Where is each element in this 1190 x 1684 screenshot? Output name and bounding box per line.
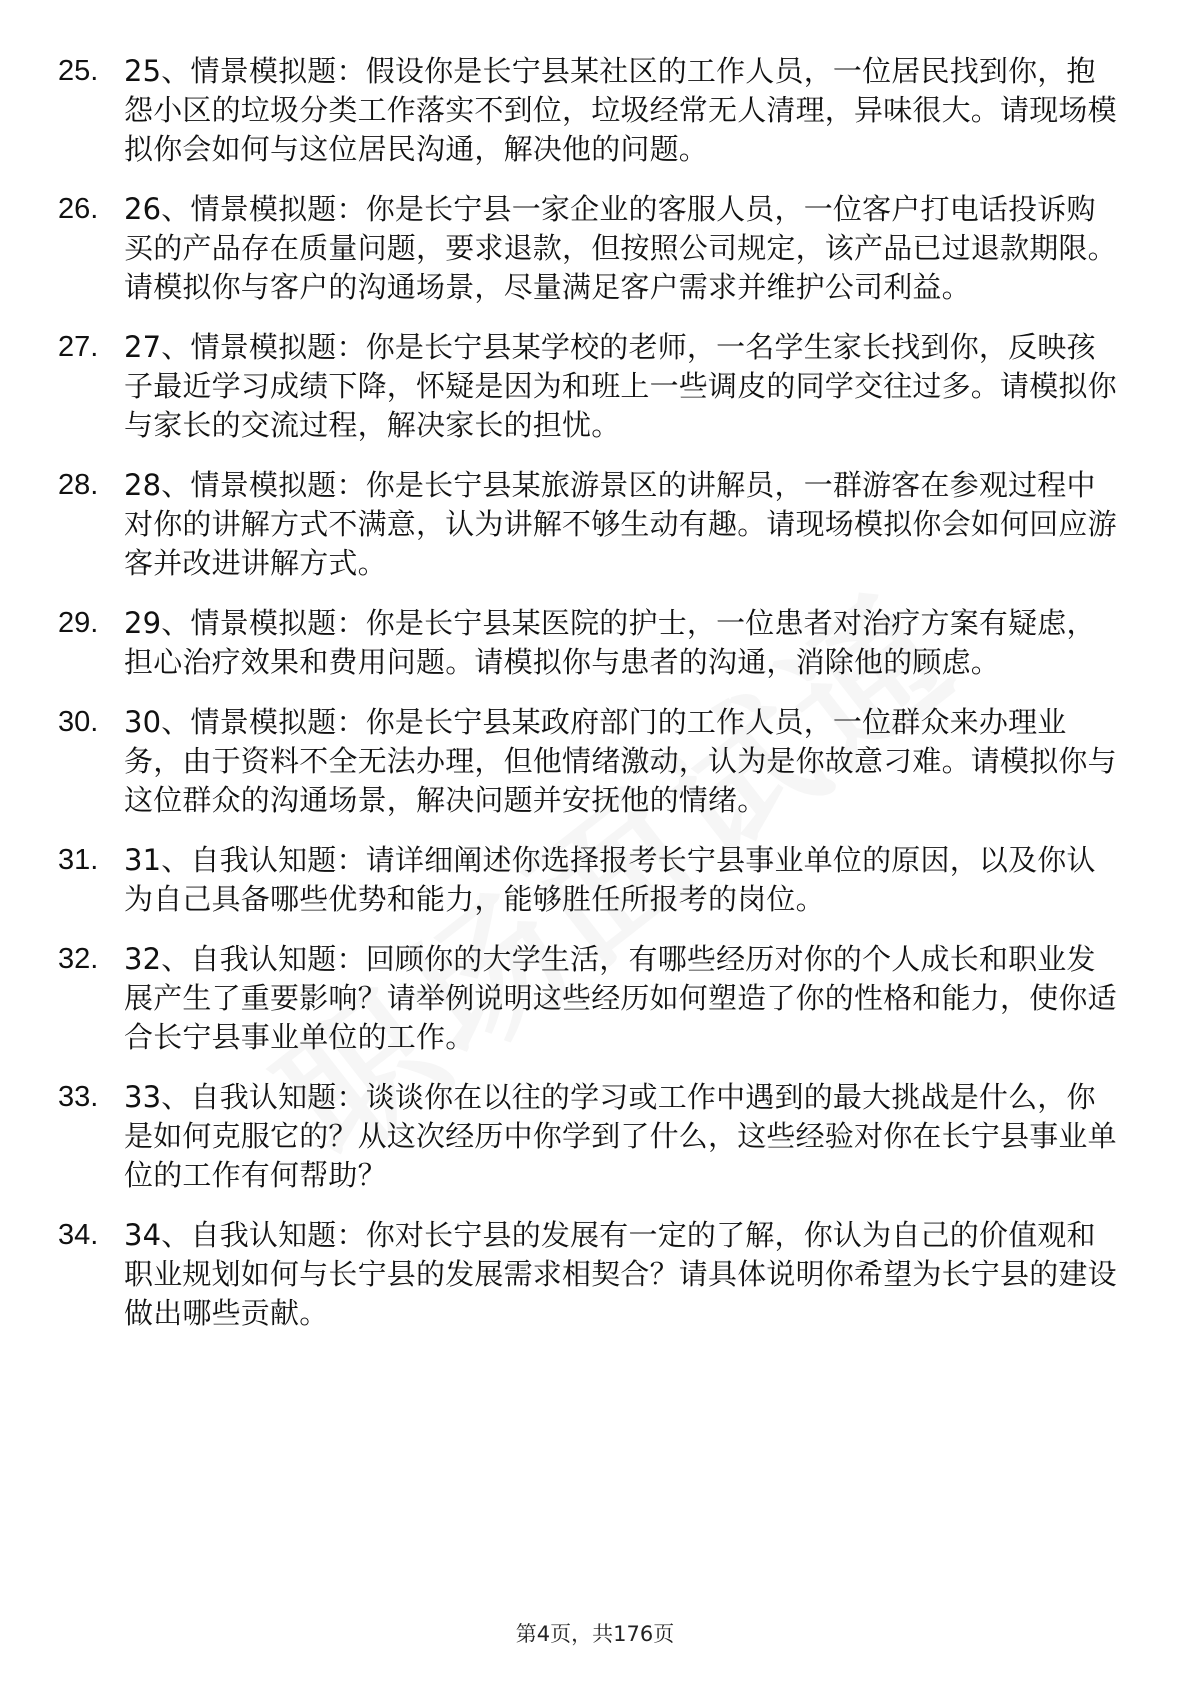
- item-text: 30、情景模拟题：你是长宁县某政府部门的工作人员，一位群众来办理业务，由于资料不全无法办理，但他情绪激动，认为是你故意刁难。请模拟你与这位群众的沟通场景，解决问题并安抚他的情绪。: [124, 705, 1117, 817]
- item-number: 32.: [58, 943, 99, 975]
- list-item: [58, 604, 1118, 682]
- page-number: 第4页，共176页: [515, 1622, 675, 1646]
- item-text: 27、情景模拟题：你是长宁县某学校的老师，一名学生家长找到你，反映孩子最近学习成绩下降，怀疑是因为和班上一些调皮的同学交往过多。请模拟你与家长的交流过程，解决家长的担忧。: [124, 330, 1117, 442]
- item-text: 29、情景模拟题：你是长宁县某医院的护士，一位患者对治疗方案有疑虑，担心治疗效果和费用问题。请模拟你与患者的沟通，消除他的顾虑。: [124, 606, 1096, 679]
- item-number: 30.: [58, 706, 99, 738]
- item-number: 29.: [58, 607, 99, 639]
- item-text: 25、情景模拟题：假设你是长宁县某社区的工作人员，一位居民找到你，抱怨小区的垃圾分类工作落实不到位，垃圾经常无人清理，异味很大。请现场模拟你会如何与这位居民沟通，解决他的问题。: [124, 54, 1117, 166]
- item-text: 31、自我认知题：请详细阐述你选择报考长宁县事业单位的原因，以及你认为自己具备哪些优势和能力，能够胜任所报考的岗位。: [124, 843, 1096, 916]
- list-item: [58, 52, 1118, 169]
- list-item: [58, 841, 1118, 919]
- list-item: [58, 466, 1118, 583]
- item-text: 34、自我认知题：你对长宁县的发展有一定的了解，你认为自己的价值观和职业规划如何与长宁县的发展需求相契合？请具体说明你希望为长宁县的建设做出哪些贡献。: [124, 1218, 1117, 1330]
- item-number: 26.: [58, 193, 99, 225]
- item-number: 34.: [58, 1219, 99, 1251]
- item-number: 31.: [58, 844, 99, 876]
- item-number: 33.: [58, 1081, 99, 1113]
- item-number: 28.: [58, 469, 99, 501]
- item-text: 33、自我认知题：谈谈你在以往的学习或工作中遇到的最大挑战是什么，你是如何克服它的？从这次经历中你学到了什么，这些经验对你在长宁县事业单位的工作有何帮助？: [124, 1080, 1117, 1192]
- list-item: [58, 1216, 1118, 1333]
- list-item: [58, 190, 1118, 307]
- list-item: [58, 703, 1118, 820]
- question-list: [58, 52, 1118, 1354]
- list-item: [58, 940, 1118, 1057]
- item-number: 27.: [58, 331, 99, 363]
- item-text: 32、自我认知题：回顾你的大学生活，有哪些经历对你的个人成长和职业发展产生了重要影响？请举例说明这些经历如何塑造了你的性格和能力，使你适合长宁县事业单位的工作。: [124, 942, 1117, 1054]
- item-text: 26、情景模拟题：你是长宁县一家企业的客服人员，一位客户打电话投诉购买的产品存在质量问题，要求退款，但按照公司规定，该产品已过退款期限。请模拟你与客户的沟通场景，尽量满足客户需求并维护公司利益。: [124, 192, 1117, 304]
- item-number: 25.: [58, 55, 99, 87]
- list-item: [58, 328, 1118, 445]
- list-item: [58, 1078, 1118, 1195]
- item-text: 28、情景模拟题：你是长宁县某旅游景区的讲解员，一群游客在参观过程中对你的讲解方式不满意，认为讲解不够生动有趣。请现场模拟你会如何回应游客并改进讲解方式。: [124, 468, 1117, 580]
